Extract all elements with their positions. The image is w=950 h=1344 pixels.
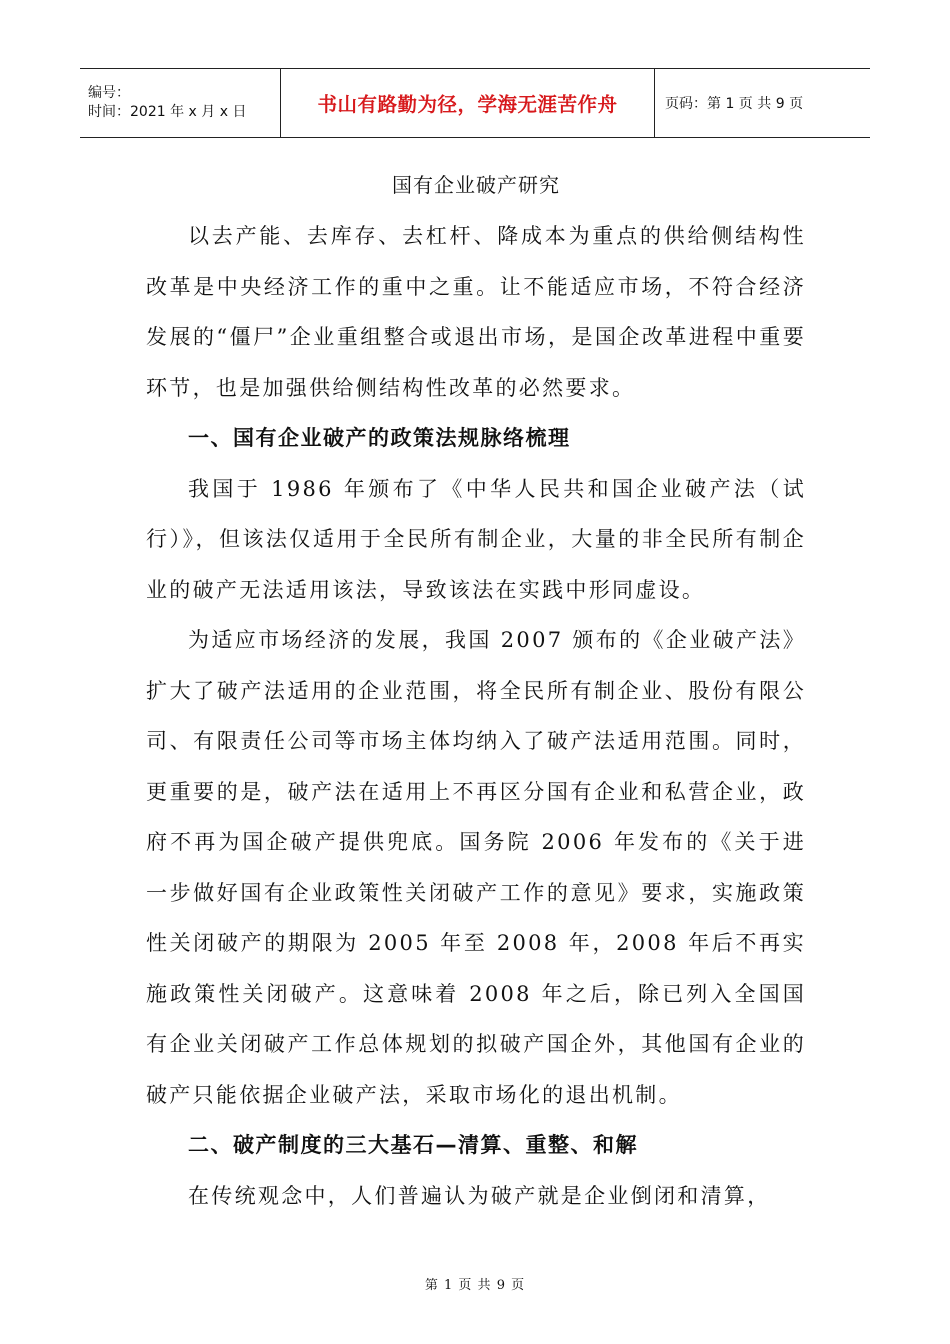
document-time-label: 时间：2021 年 x 月 x 日 [88, 104, 247, 120]
document-number-label: 编号： [88, 85, 130, 101]
section-1-paragraph-1: 我国于 1986 年颁布了《中华人民共和国企业破产法（试行）》，但该法仅适用于全民所有制企业，大量的非全民所有制企业的破产无法适用该法，导致该法在实践中形同虚设。 [146, 476, 806, 602]
document-body [146, 163, 806, 1221]
section-2-paragraph-1: 在传统观念中，人们普遍认为破产就是企业倒闭和清算， [188, 1183, 771, 1208]
page-info-text: 页码：第 1 页 共 9 页 [665, 96, 804, 112]
page-footer [0, 1274, 950, 1293]
header-page-info [655, 69, 870, 137]
header-motto [281, 69, 655, 137]
section-1-heading: 一、国有企业破产的政策法规脉络梳理 [188, 426, 571, 450]
footer-page-number: 第 1 页 共 9 页 [424, 1278, 526, 1293]
motto-text: 书山有路勤为径，学海无涯苦作舟 [317, 93, 618, 116]
document-title: 国有企业破产研究 [392, 173, 560, 197]
intro-paragraph: 以去产能、去库存、去杠杆、降成本为重点的供给侧结构性改革是中央经济工作的重中之重。让不能适应市场，不符合经济发展的“僵尸”企业重组整合或退出市场，是国企改革进程中重要环节，也是加强供给侧结构性改革的必然要求。 [146, 224, 806, 400]
header-meta [80, 69, 281, 137]
section-2-heading: 二、破产制度的三大基石—清算、重整、和解 [188, 1133, 638, 1157]
section-1-paragraph-2: 为适应市场经济的发展，我国 2007 颁布的《企业破产法》扩大了破产法适用的企业范围，将全民所有制企业、股份有限公司、有限责任公司等市场主体均纳入了破产法适用范围。同时，更重要的是，破产法在适用上不再区分国有企业和私营企业，政府不再为国企破产提供兜底。国务院 2006 年发布的《关于进一步做好国有企业政策性关闭破产工作的意见》要求，实施政策性关闭破产的期限为 2005 年至 2008 年，2008 年后不再实施政策性关闭破产。这意味着 2008 年之后，除已列入全国国有企业关闭破产工作总体规划的拟破产国企外，其他国有企业的破产只能依据企业破产法，采取市场化的退出机制。 [146, 628, 806, 1107]
document-header [80, 68, 870, 138]
